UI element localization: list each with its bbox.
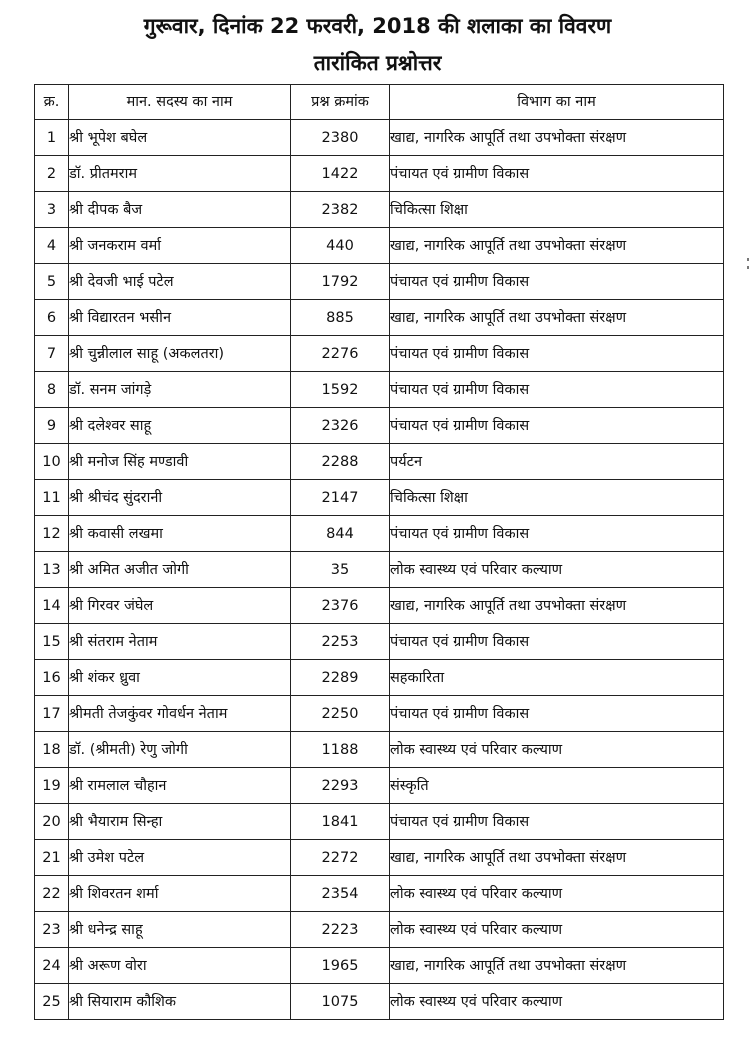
cell-department: पंचायत एवं ग्रामीण विकास [390,336,724,372]
cell-question-number: 1075 [291,984,390,1020]
cell-question-number: 2272 [291,840,390,876]
cell-serial: 21 [35,840,69,876]
cell-department: सहकारिता [390,660,724,696]
cell-serial: 11 [35,480,69,516]
table-row [35,228,724,264]
cell-question-number: 1841 [291,804,390,840]
cell-question-number: 2380 [291,120,390,156]
cell-member-name: श्री दीपक बैज [69,192,291,228]
table-row [35,768,724,804]
cell-member-name: श्री जनकराम वर्मा [69,228,291,264]
table-row [35,372,724,408]
table-row [35,732,724,768]
column-header-serial: क्र. [35,85,69,120]
column-header-question-number: प्रश्न क्रमांक [291,85,390,120]
cell-member-name: श्री भैयाराम सिन्हा [69,804,291,840]
table-row [35,804,724,840]
cell-member-name: श्री मनोज सिंह मण्डावी [69,444,291,480]
cell-member-name: श्री विद्यारतन भसीन [69,300,291,336]
table-row [35,984,724,1020]
cell-department: पंचायत एवं ग्रामीण विकास [390,408,724,444]
scan-mark [747,266,749,269]
cell-member-name: श्री अरूण वोरा [69,948,291,984]
cell-department: संस्कृति [390,768,724,804]
cell-department: पंचायत एवं ग्रामीण विकास [390,156,724,192]
table-row [35,408,724,444]
cell-serial: 23 [35,912,69,948]
cell-serial: 12 [35,516,69,552]
cell-member-name: श्री कवासी लखमा [69,516,291,552]
table-row [35,552,724,588]
cell-department: खाद्य, नागरिक आपूर्ति तथा उपभोक्ता संरक्षण [390,120,724,156]
cell-question-number: 844 [291,516,390,552]
cell-department: लोक स्वास्थ्य एवं परिवार कल्याण [390,552,724,588]
cell-question-number: 1792 [291,264,390,300]
column-header-member-name: मान. सदस्य का नाम [69,85,291,120]
table-body [35,120,724,1020]
table-row [35,156,724,192]
cell-question-number: 2253 [291,624,390,660]
cell-member-name: श्री गिरवर जंघेल [69,588,291,624]
column-header-department: विभाग का नाम [390,85,724,120]
cell-department: खाद्य, नागरिक आपूर्ति तथा उपभोक्ता संरक्षण [390,300,724,336]
cell-member-name: श्री दलेश्वर साहू [69,408,291,444]
cell-serial: 22 [35,876,69,912]
cell-question-number: 2354 [291,876,390,912]
cell-member-name: श्री अमित अजीत जोगी [69,552,291,588]
page-subtitle: तारांकित प्रश्नोत्तर [313,51,442,75]
cell-question-number: 1592 [291,372,390,408]
cell-member-name: श्रीमती तेजकुंवर गोवर्धन नेताम [69,696,291,732]
cell-department: खाद्य, नागरिक आपूर्ति तथा उपभोक्ता संरक्षण [390,228,724,264]
cell-serial: 9 [35,408,69,444]
cell-member-name: डॉ. प्रीतमराम [69,156,291,192]
cell-serial: 19 [35,768,69,804]
cell-serial: 4 [35,228,69,264]
members-table [34,84,724,1020]
header-row [35,85,724,120]
table-row [35,660,724,696]
cell-member-name: श्री चुन्नीलाल साहू (अकलतरा) [69,336,291,372]
cell-question-number: 1422 [291,156,390,192]
cell-department: पर्यटन [390,444,724,480]
table-row [35,444,724,480]
cell-department: पंचायत एवं ग्रामीण विकास [390,696,724,732]
table-row [35,948,724,984]
table-row [35,624,724,660]
cell-serial: 1 [35,120,69,156]
cell-serial: 10 [35,444,69,480]
cell-serial: 3 [35,192,69,228]
table-row [35,192,724,228]
table-row [35,300,724,336]
cell-serial: 15 [35,624,69,660]
cell-serial: 18 [35,732,69,768]
cell-question-number: 1188 [291,732,390,768]
cell-department: लोक स्वास्थ्य एवं परिवार कल्याण [390,984,724,1020]
cell-question-number: 2293 [291,768,390,804]
cell-question-number: 2250 [291,696,390,732]
cell-department: खाद्य, नागरिक आपूर्ति तथा उपभोक्ता संरक्षण [390,588,724,624]
table-row [35,840,724,876]
cell-question-number: 35 [291,552,390,588]
table-row [35,120,724,156]
cell-department: पंचायत एवं ग्रामीण विकास [390,516,724,552]
cell-department: पंचायत एवं ग्रामीण विकास [390,372,724,408]
cell-serial: 7 [35,336,69,372]
cell-department: चिकित्सा शिक्षा [390,192,724,228]
cell-department: लोक स्वास्थ्य एवं परिवार कल्याण [390,912,724,948]
cell-member-name: श्री शंकर ध्रुवा [69,660,291,696]
cell-member-name: श्री श्रीचंद सुंदरानी [69,480,291,516]
page-title: गुरूवार, दिनांक 22 फरवरी, 2018 की शलाका का विवरण [143,14,612,38]
table-row [35,336,724,372]
cell-serial: 25 [35,984,69,1020]
cell-serial: 17 [35,696,69,732]
cell-department: पंचायत एवं ग्रामीण विकास [390,804,724,840]
table-header [35,85,724,120]
cell-question-number: 2288 [291,444,390,480]
cell-question-number: 885 [291,300,390,336]
cell-member-name: डॉ. सनम जांगड़े [69,372,291,408]
cell-member-name: श्री उमेश पटेल [69,840,291,876]
cell-question-number: 2276 [291,336,390,372]
cell-member-name: श्री देवजी भाई पटेल [69,264,291,300]
cell-serial: 5 [35,264,69,300]
cell-member-name: श्री संतराम नेताम [69,624,291,660]
cell-department: चिकित्सा शिक्षा [390,480,724,516]
cell-department: खाद्य, नागरिक आपूर्ति तथा उपभोक्ता संरक्षण [390,840,724,876]
cell-question-number: 2289 [291,660,390,696]
table-row [35,588,724,624]
table-row [35,876,724,912]
table-row [35,264,724,300]
cell-serial: 16 [35,660,69,696]
cell-member-name: श्री सियाराम कौशिक [69,984,291,1020]
cell-member-name: डॉ. (श्रीमती) रेणु जोगी [69,732,291,768]
cell-serial: 6 [35,300,69,336]
table-row [35,516,724,552]
cell-question-number: 2223 [291,912,390,948]
table-row [35,480,724,516]
cell-department: पंचायत एवं ग्रामीण विकास [390,264,724,300]
cell-serial: 13 [35,552,69,588]
cell-serial: 2 [35,156,69,192]
cell-question-number: 2382 [291,192,390,228]
table-row [35,696,724,732]
cell-serial: 8 [35,372,69,408]
cell-department: पंचायत एवं ग्रामीण विकास [390,624,724,660]
cell-member-name: श्री शिवरतन शर्मा [69,876,291,912]
cell-member-name: श्री धनेन्द्र साहू [69,912,291,948]
cell-serial: 20 [35,804,69,840]
cell-question-number: 2147 [291,480,390,516]
cell-member-name: श्री रामलाल चौहान [69,768,291,804]
cell-question-number: 1965 [291,948,390,984]
cell-department: लोक स्वास्थ्य एवं परिवार कल्याण [390,732,724,768]
scan-mark [747,258,749,261]
cell-department: लोक स्वास्थ्य एवं परिवार कल्याण [390,876,724,912]
cell-question-number: 2376 [291,588,390,624]
cell-serial: 24 [35,948,69,984]
table-row [35,912,724,948]
cell-member-name: श्री भूपेश बघेल [69,120,291,156]
cell-question-number: 2326 [291,408,390,444]
cell-department: खाद्य, नागरिक आपूर्ति तथा उपभोक्ता संरक्षण [390,948,724,984]
cell-serial: 14 [35,588,69,624]
cell-question-number: 440 [291,228,390,264]
